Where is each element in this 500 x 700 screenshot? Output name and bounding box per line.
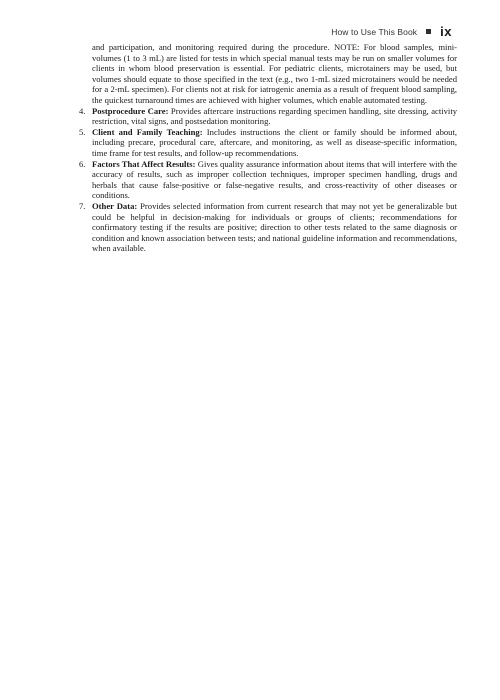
page-body	[79, 42, 457, 254]
list-item-number: 4.	[79, 105, 86, 116]
list-item-title: Factors That Affect Results:	[92, 158, 196, 169]
list-item-body	[92, 159, 457, 201]
list-item-body	[92, 127, 457, 159]
list-item-title: Client and Family Teaching:	[92, 126, 203, 137]
intro-paragraph: and participation, and monitoring required during the procedure. NOTE: For blood samples, mini-volumes (1 to 3 mL) are listed for tests in which special manual tests may be run on smaller volumes for clients in whom blood preservation is essential. For pediatric clients, microtainers may be used, but volumes should equate to those specified in the text (e.g., two 1-mL sized microtainers would be needed for a 2-mL specimen). For clients not at risk for iatrogenic anemia as a result of frequent blood sampling, the quickest turnaround times are achieved with higher volumes, which enable automated testing.	[92, 42, 457, 105]
list-item-number: 6.	[79, 158, 86, 169]
list-item-body	[92, 201, 457, 254]
list-item-text: Provides selected information from current research that may not yet be generalizable but could be helpful in decision-making for individuals or groups of clients; recommendations for confirmatory testing if the results are positive; direction to other tests related to the same diagnosis or condition and known association between tests; and national guideline information and recommendations, when available.	[92, 200, 457, 254]
page-number: ix	[440, 24, 452, 39]
list-item-text: Gives quality assurance information about items that will interfere with the accuracy of results, such as improper collection techniques, improper specimen handling, drugs and herbals that cause false-positive or false-negative results, and cross-reactivity of other diseases or conditions.	[92, 158, 457, 201]
running-header	[331, 24, 452, 39]
list-item-client-family-teaching	[79, 126, 457, 159]
list-item-number: 7.	[79, 200, 86, 211]
list-item-number: 5.	[79, 126, 86, 137]
list-item-postprocedure-care	[79, 105, 457, 127]
list-item-other-data	[79, 200, 457, 254]
running-header-title: How to Use This Book	[331, 26, 418, 37]
list-item-text: Provides aftercare instructions regarding specimen handling, site dressing, activity restriction, vital signs, and postsedation monitoring.	[92, 105, 457, 127]
list-item-text: Includes instructions the client or family should be informed about, including precare, procedural care, aftercare, and monitoring, as well as disease-specific information, time frame for test results, and follow-up recommendations.	[92, 126, 457, 158]
list-item-body	[92, 106, 457, 127]
list-item-title: Other Data:	[92, 200, 138, 211]
list-item-title: Postprocedure Care:	[92, 105, 169, 116]
square-bullet-icon	[426, 29, 431, 34]
list-item-factors-affect-results	[79, 158, 457, 201]
